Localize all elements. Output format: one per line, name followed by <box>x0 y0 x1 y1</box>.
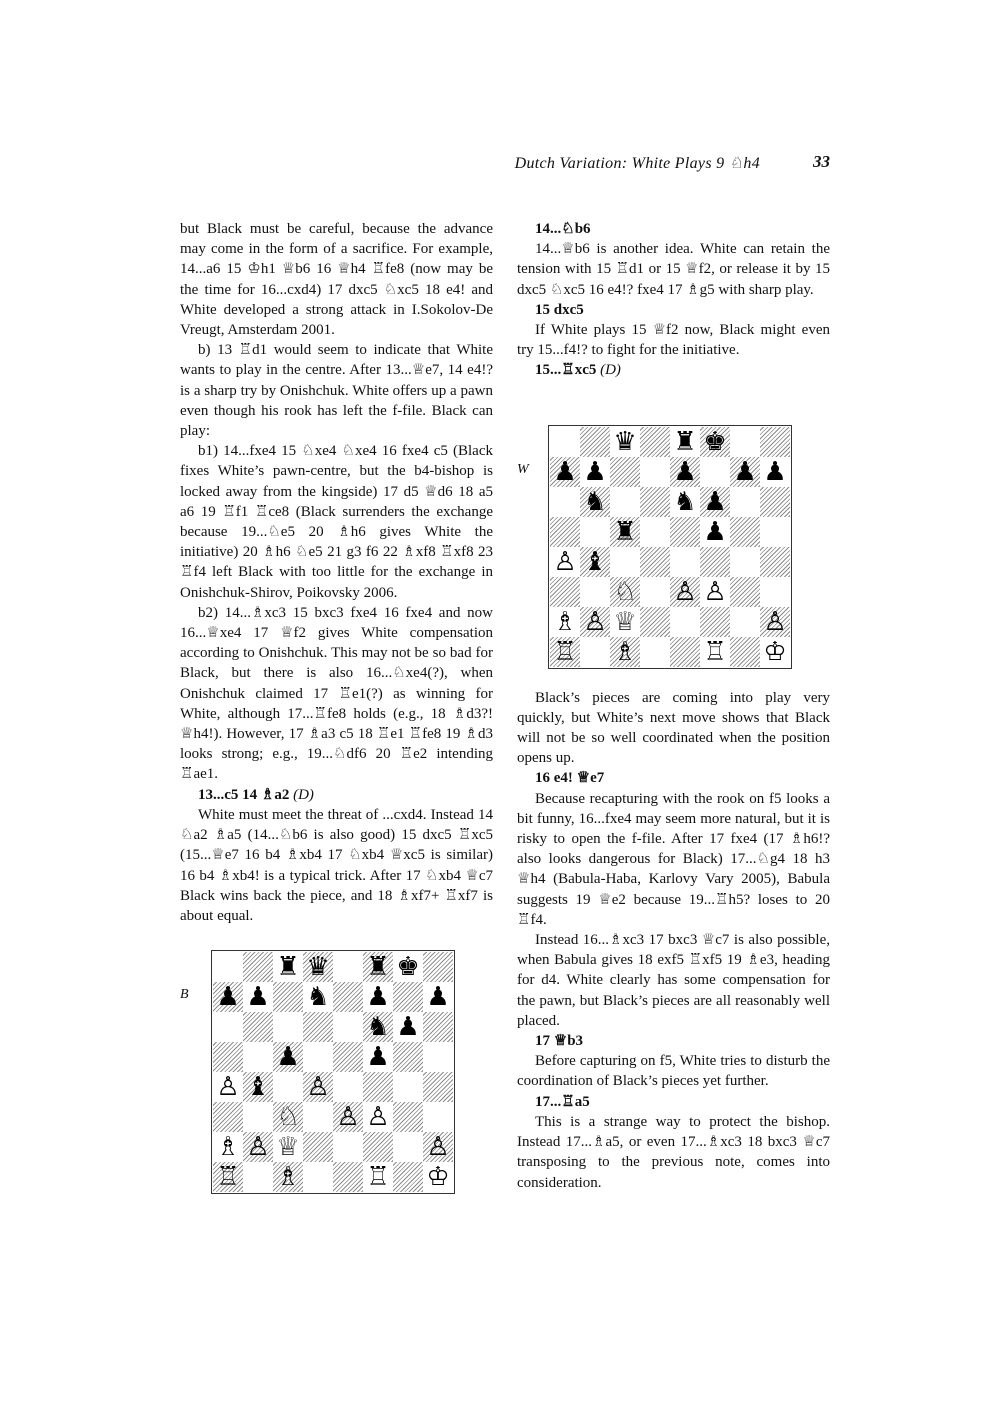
dark-square <box>303 1012 333 1042</box>
dark-square <box>393 982 423 1012</box>
move-heading <box>517 768 830 788</box>
light-square <box>610 487 640 517</box>
paragraph: 14...♕b6 is another idea. White can retain the tension with 15 ♖d1 or 15 ♕f2, or release it by 15 dxc5 ♘xc5 16 e4!? fxe4 17 ♗g5 with sharp play. <box>517 241 830 298</box>
diagram-marker: (D) <box>293 786 314 803</box>
light-square <box>730 427 760 457</box>
dark-square <box>363 1072 393 1102</box>
white-pawn-icon: ♙ <box>673 577 697 607</box>
black-pawn-icon: ♟ <box>426 982 450 1012</box>
dark-square <box>393 1162 423 1192</box>
dark-square <box>213 1042 243 1072</box>
move-text: 15 dxc5 <box>535 301 584 318</box>
paragraph: Instead 16...♗xc3 17 bxc3 ♕c7 is also possible, when Babula gives 18 exf5 ♖xf5 19 ♗e3, heading for d4. White clearly has some compensation for the pawn, but Black’s pieces are all reasonably well placed. <box>517 932 830 1029</box>
move-heading <box>517 300 830 320</box>
chess-diagram <box>211 950 455 1194</box>
dark-square <box>333 1162 363 1192</box>
white-pawn-icon: ♙ <box>336 1102 360 1132</box>
light-square <box>393 1132 423 1162</box>
light-square <box>243 1042 273 1072</box>
light-square <box>273 1012 303 1042</box>
black-rook-icon: ♜ <box>673 427 697 457</box>
light-square <box>640 517 670 547</box>
move-heading <box>517 360 830 380</box>
black-pawn-icon: ♟ <box>216 982 240 1012</box>
paragraph: Because recapturing with the rook on f5 looks a bit funny, 16...fxe4 may seem more natural, but it is risky to open the f-file. After 17 fxe4 (17 ♗h6!? also looks dangerous for Black) 17...♘g4 18 h3 ♕h4 (Babula-Haba, Karlovy Vary 2005), Babula suggests 19 ♕e2 because 19...♖h5? loses to 20 ♖f4. <box>517 790 830 928</box>
light-square <box>423 1102 453 1132</box>
dark-square <box>730 577 760 607</box>
black-rook-icon: ♜ <box>613 517 637 547</box>
black-bishop-icon: ♝ <box>583 547 607 577</box>
dark-square <box>333 982 363 1012</box>
light-square <box>730 487 760 517</box>
paragraph: b) 13 ♖d1 would seem to indicate that White wants to play in the centre. After 13...♕e7, 14 e4!? is a sharp try by Onishchuk. White offers up a pawn even though his rook has left the f-file. Black can play: <box>180 342 493 440</box>
paragraph: but Black must be careful, because the advance may come in the form of a sacrifice. For example, 14...a6 15 ♔h1 ♕b6 16 ♕h4 ♖fe8 (now may be the time for 16...cxd4) 17 dxc5 ♘xc5 18 e4! and White developed a strong attack in I.Sokolov-De Vreugt, Amsterdam 2001. <box>180 221 493 339</box>
move-heading <box>517 1031 830 1051</box>
dark-square <box>423 1012 453 1042</box>
black-knight-icon: ♞ <box>366 1012 390 1042</box>
light-square <box>333 1132 363 1162</box>
white-knight-icon: ♘ <box>276 1102 300 1132</box>
black-pawn-icon: ♟ <box>733 457 757 487</box>
dark-square <box>640 427 670 457</box>
light-square <box>213 1012 243 1042</box>
dark-square <box>700 607 730 637</box>
white-rook-icon: ♖ <box>553 637 577 667</box>
dark-square <box>640 487 670 517</box>
white-bishop-icon: ♗ <box>216 1132 240 1162</box>
page-number: 33 <box>813 152 830 171</box>
light-square <box>333 1072 363 1102</box>
black-rook-icon: ♜ <box>276 952 300 982</box>
white-pawn-icon: ♙ <box>366 1102 390 1132</box>
white-king-icon: ♔ <box>763 637 787 667</box>
light-square <box>243 1162 273 1192</box>
side-to-move-label: W <box>517 462 529 477</box>
black-queen-icon: ♛ <box>306 952 330 982</box>
dark-square <box>333 1042 363 1072</box>
dark-square <box>423 1072 453 1102</box>
dark-square <box>423 952 453 982</box>
black-knight-icon: ♞ <box>306 982 330 1012</box>
light-square <box>423 1042 453 1072</box>
white-bishop-icon: ♗ <box>613 637 637 667</box>
light-square <box>243 1102 273 1132</box>
light-square <box>640 637 670 667</box>
light-square <box>730 607 760 637</box>
light-square <box>333 1012 363 1042</box>
dark-square <box>670 637 700 667</box>
light-square <box>213 952 243 982</box>
dark-square <box>363 1132 393 1162</box>
white-bishop-icon: ♗ <box>276 1162 300 1192</box>
running-title: Dutch Variation: White Plays 9 ♘h4 <box>514 155 760 172</box>
light-square <box>670 547 700 577</box>
dark-square <box>550 517 580 547</box>
light-square <box>273 1072 303 1102</box>
dark-square <box>243 1012 273 1042</box>
black-pawn-icon: ♟ <box>276 1042 300 1072</box>
move-text: 13...c5 14 ♗a2 <box>198 786 290 803</box>
white-knight-icon: ♘ <box>613 577 637 607</box>
paragraph: Before capturing on f5, White tries to disturb the coordination of Black’s pieces yet further. <box>517 1053 830 1090</box>
move-heading <box>517 1092 830 1112</box>
light-square <box>700 457 730 487</box>
white-queen-icon: ♕ <box>276 1132 300 1162</box>
light-square <box>640 457 670 487</box>
paragraph: b2) 14...♗xc3 15 bxc3 fxe4 16 fxe4 and now 16...♕xe4 17 ♕f2 gives White compensation according to Onishchuk. This may not be so bad for Black, but there is also 16...♘xe4(?), when Onishchuk claimed 17 ♖e1(?) as winning for White, although 17...♖fe8 holds (e.g., 18 ♗d3?! ♕h4!). However, 17 ♗a3 c5 18 ♖e1 ♖fe8 19 ♗d3 looks strong; e.g., 19...♘df6 20 ♖e2 intending ♖ae1. <box>180 604 493 783</box>
light-square <box>730 547 760 577</box>
white-rook-icon: ♖ <box>703 637 727 667</box>
light-square <box>333 952 363 982</box>
light-square <box>610 547 640 577</box>
white-pawn-icon: ♙ <box>553 547 577 577</box>
dark-square <box>730 517 760 547</box>
dark-square <box>393 1042 423 1072</box>
black-king-icon: ♚ <box>396 952 420 982</box>
light-square <box>760 577 790 607</box>
black-pawn-icon: ♟ <box>366 1042 390 1072</box>
chess-diagram <box>548 425 792 669</box>
dark-square <box>760 547 790 577</box>
light-square <box>670 607 700 637</box>
light-square <box>550 487 580 517</box>
side-to-move-label: B <box>180 987 189 1002</box>
dark-square <box>303 1132 333 1162</box>
black-rook-icon: ♜ <box>366 952 390 982</box>
black-bishop-icon: ♝ <box>246 1072 270 1102</box>
black-pawn-icon: ♟ <box>366 982 390 1012</box>
white-pawn-icon: ♙ <box>216 1072 240 1102</box>
dark-square <box>760 427 790 457</box>
dark-square <box>700 547 730 577</box>
light-square <box>393 1072 423 1102</box>
dark-square <box>640 547 670 577</box>
white-pawn-icon: ♙ <box>306 1072 330 1102</box>
light-square <box>640 577 670 607</box>
white-rook-icon: ♖ <box>366 1162 390 1192</box>
dark-square <box>550 577 580 607</box>
black-knight-icon: ♞ <box>583 487 607 517</box>
white-king-icon: ♔ <box>426 1162 450 1192</box>
white-pawn-icon: ♙ <box>426 1132 450 1162</box>
light-square <box>550 427 580 457</box>
dark-square <box>670 517 700 547</box>
move-text: 17...♖a5 <box>535 1093 590 1110</box>
right-column <box>517 219 830 1193</box>
black-pawn-icon: ♟ <box>703 517 727 547</box>
paragraph: White must meet the threat of ...cxd4. Instead 14 ♘a2 ♗a5 (14...♘b6 is also good) 15 dxc5 ♖xc5 (15...♕e7 16 b4 ♗xb4 17 ♘xb4 ♕xc5 is similar) 16 b4 ♗xb4! is a typical trick. After 17 ♘xb4 ♕c7 Black wins back the piece, and 18 ♗xf7+ ♖xf7 is about equal. <box>180 806 493 924</box>
white-bishop-icon: ♗ <box>553 607 577 637</box>
move-text: 14...♘b6 <box>535 221 591 237</box>
light-square <box>760 517 790 547</box>
move-heading <box>517 219 830 239</box>
white-queen-icon: ♕ <box>613 607 637 637</box>
paragraph: If White plays 15 ♕f2 now, Black might even try 15...f4!? to fight for the initiative. <box>517 322 830 359</box>
black-queen-icon: ♛ <box>613 427 637 457</box>
black-pawn-icon: ♟ <box>673 457 697 487</box>
move-text: 15...♖xc5 <box>535 362 597 379</box>
black-pawn-icon: ♟ <box>583 457 607 487</box>
white-pawn-icon: ♙ <box>583 607 607 637</box>
running-header <box>180 153 830 179</box>
black-pawn-icon: ♟ <box>396 1012 420 1042</box>
white-pawn-icon: ♙ <box>763 607 787 637</box>
white-pawn-icon: ♙ <box>703 577 727 607</box>
dark-square <box>580 427 610 457</box>
move-text: 16 e4! ♕e7 <box>535 770 605 787</box>
light-square <box>580 637 610 667</box>
paragraph: This is a strange way to protect the bishop. Instead 17...♗a5, or even 17...♗xc3 18 bxc3 ♕c7 transposing to the previous note, comes into consideration. <box>517 1113 830 1191</box>
dark-square <box>243 952 273 982</box>
dark-square <box>760 487 790 517</box>
black-king-icon: ♚ <box>703 427 727 457</box>
black-knight-icon: ♞ <box>673 487 697 517</box>
light-square <box>303 1102 333 1132</box>
black-pawn-icon: ♟ <box>246 982 270 1012</box>
black-pawn-icon: ♟ <box>763 457 787 487</box>
dark-square <box>273 982 303 1012</box>
light-square <box>303 1162 333 1192</box>
left-column <box>180 219 493 926</box>
black-pawn-icon: ♟ <box>703 487 727 517</box>
dark-square <box>610 457 640 487</box>
paragraph: b1) 14...fxe4 15 ♘xe4 ♘xe4 16 fxe4 c5 (Black fixes White’s pawn-centre, but the b4-bishop is locked away from the kingside) 17 d5 ♕d6 18 a5 a6 19 ♖f1 ♖ce8 (Black surrenders the exchange because 19...♘e5 20 ♗h6 gives White the initiative) 20 ♗h6 ♘e5 21 g3 f6 22 ♗xf8 ♖xf8 23 ♖f4 left Black with too little for the exchange in Onishchuk-Shirov, Poikovsky 2006. <box>180 443 493 601</box>
move-heading <box>180 785 493 805</box>
light-square <box>303 1042 333 1072</box>
black-pawn-icon: ♟ <box>553 457 577 487</box>
diagram-marker: (D) <box>600 362 621 379</box>
light-square <box>580 517 610 547</box>
light-square <box>580 577 610 607</box>
white-rook-icon: ♖ <box>216 1162 240 1192</box>
dark-square <box>213 1102 243 1132</box>
dark-square <box>640 607 670 637</box>
paragraph: Black’s pieces are coming into play very quickly, but White’s next move shows that Black will not be so well coordinated when the position opens up. <box>517 689 830 767</box>
white-pawn-icon: ♙ <box>246 1132 270 1162</box>
dark-square <box>393 1102 423 1132</box>
dark-square <box>730 637 760 667</box>
move-text: 17 ♕b3 <box>535 1033 584 1050</box>
